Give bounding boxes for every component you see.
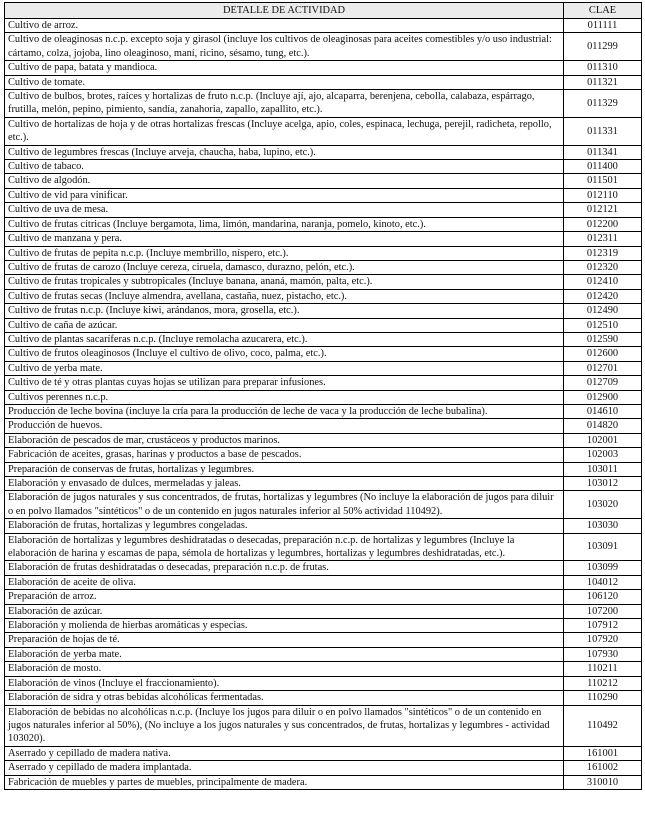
table-row [5, 761, 642, 775]
clae-code-cell: 161001 [564, 746, 642, 760]
table-row [5, 775, 642, 789]
clae-code-cell: 103011 [564, 462, 642, 476]
clae-code-cell: 012590 [564, 332, 642, 346]
table-row [5, 217, 642, 231]
clae-code-cell: 102003 [564, 448, 642, 462]
clae-code-cell: 103099 [564, 561, 642, 575]
table-row [5, 174, 642, 188]
table-row [5, 160, 642, 174]
activity-detail-cell: Cultivo de frutas de carozo (Incluye cereza, ciruela, damasco, durazno, pelón, etc.). [5, 260, 564, 274]
activity-detail-cell: Cultivo de legumbres frescas (Incluye arveja, chaucha, haba, lupino, etc.). [5, 145, 564, 159]
activity-detail-cell: Cultivo de frutas de pepita n.c.p. (Incluye membrillo, níspero, etc.). [5, 246, 564, 260]
activity-detail-cell: Cultivo de yerba mate. [5, 361, 564, 375]
table-row [5, 75, 642, 89]
activity-table [4, 2, 642, 790]
table-row [5, 390, 642, 404]
activity-detail-cell: Elaboración de sidra y otras bebidas alcohólicas fermentadas. [5, 691, 564, 705]
clae-code-cell: 012319 [564, 246, 642, 260]
clae-code-cell: 103020 [564, 491, 642, 519]
activity-detail-cell: Elaboración de yerba mate. [5, 647, 564, 661]
activity-detail-cell: Cultivos perennes n.c.p. [5, 390, 564, 404]
activity-detail-cell: Fabricación de aceites, grasas, harinas y productos a base de pescados. [5, 448, 564, 462]
table-row [5, 318, 642, 332]
clae-code-cell: 012311 [564, 232, 642, 246]
clae-code-cell: 012701 [564, 361, 642, 375]
clae-code-cell: 012510 [564, 318, 642, 332]
table-row [5, 647, 642, 661]
activity-detail-cell: Elaboración de bebidas no alcohólicas n.c.p. (Incluye los jugos para diluir o en polvo llamados "sintéticos" o de un contenido en jugos naturales inferior al 50%), (No incluye a los jugos naturales y sus concentrados, de frutas, hortalizas y legumbres - actividad 103020). [5, 705, 564, 746]
table-row [5, 145, 642, 159]
table-row [5, 419, 642, 433]
table-row [5, 561, 642, 575]
activity-detail-cell: Elaboración de jugos naturales y sus concentrados, de frutas, hortalizas y legumbres (No incluye la elaboración de jugos para diluir o en polvo llamados "sintéticos" o de un contenido en jugos naturales inferior al 50% actividad 110492). [5, 491, 564, 519]
clae-code-cell: 011400 [564, 160, 642, 174]
activity-detail-cell: Elaboración y molienda de hierbas aromáticas y especias. [5, 619, 564, 633]
activity-detail-cell: Elaboración de azúcar. [5, 604, 564, 618]
activity-detail-cell: Cultivo de frutos oleaginosos (Incluye el cultivo de olivo, coco, palma, etc.). [5, 347, 564, 361]
table-row [5, 662, 642, 676]
activity-detail-cell: Elaboración de hortalizas y legumbres deshidratadas o desecadas, preparación n.c.p. de hortalizas y legumbres (Incluye la elaboración de harina y escamas de papa, sémola de hortalizas y legumbres, hortalizas y legumbres deshidratadas, etc.). [5, 533, 564, 561]
clae-code-cell: 012121 [564, 203, 642, 217]
table-row [5, 19, 642, 33]
table-row [5, 477, 642, 491]
activity-detail-cell: Preparación de conservas de frutas, hortalizas y legumbres. [5, 462, 564, 476]
table-row [5, 676, 642, 690]
activity-detail-cell: Cultivo de vid para vinificar. [5, 188, 564, 202]
table-header-row [5, 3, 642, 19]
table-row [5, 590, 642, 604]
activity-detail-cell: Elaboración y envasado de dulces, mermeladas y jaleas. [5, 477, 564, 491]
clae-code-cell: 012420 [564, 289, 642, 303]
table-row [5, 117, 642, 145]
clae-code-cell: 011310 [564, 61, 642, 75]
table-row [5, 619, 642, 633]
activity-detail-cell: Fabricación de muebles y partes de muebles, principalmente de madera. [5, 775, 564, 789]
table-row [5, 232, 642, 246]
clae-code-cell: 012709 [564, 376, 642, 390]
table-row [5, 404, 642, 418]
activity-detail-cell: Cultivo de tabaco. [5, 160, 564, 174]
table-row [5, 33, 642, 61]
table-row [5, 304, 642, 318]
header-detalle: DETALLE DE ACTIVIDAD [5, 3, 564, 19]
activity-detail-cell: Aserrado y cepillado de madera nativa. [5, 746, 564, 760]
activity-detail-cell: Cultivo de uva de mesa. [5, 203, 564, 217]
activity-detail-cell: Cultivo de bulbos, brotes, raíces y hortalizas de fruto n.c.p. (Incluye ají, ajo, alcaparra, berenjena, cebolla, calabaza, espárrago, frutilla, melón, pepino, pimiento, sandía, zanahoria, zapallo, zapallito, etc.). [5, 90, 564, 118]
table-row [5, 533, 642, 561]
activity-detail-cell: Cultivo de algodón. [5, 174, 564, 188]
table-row [5, 633, 642, 647]
activity-detail-cell: Cultivo de té y otras plantas cuyas hojas se utilizan para preparar infusiones. [5, 376, 564, 390]
activity-detail-cell: Elaboración de pescados de mar, crustáceos y productos marinos. [5, 433, 564, 447]
clae-code-cell: 103030 [564, 519, 642, 533]
activity-detail-cell: Aserrado y cepillado de madera implantada. [5, 761, 564, 775]
clae-code-cell: 012900 [564, 390, 642, 404]
clae-code-cell: 012600 [564, 347, 642, 361]
clae-code-cell: 012320 [564, 260, 642, 274]
table-row [5, 575, 642, 589]
activity-detail-cell: Cultivo de frutas cítricas (Incluye bergamota, lima, limón, mandarina, naranja, pomelo, kinoto, etc.). [5, 217, 564, 231]
activity-detail-cell: Cultivo de frutas secas (Incluye almendra, avellana, castaña, nuez, pistacho, etc.). [5, 289, 564, 303]
clae-code-cell: 110211 [564, 662, 642, 676]
clae-code-cell: 011111 [564, 19, 642, 33]
clae-code-cell: 110212 [564, 676, 642, 690]
clae-code-cell: 107920 [564, 633, 642, 647]
table-row [5, 705, 642, 746]
table-row [5, 519, 642, 533]
activity-detail-cell: Producción de huevos. [5, 419, 564, 433]
clae-code-cell: 011341 [564, 145, 642, 159]
activity-detail-cell: Cultivo de frutas tropicales y subtropicales (Incluye banana, ananá, mamón, palta, etc.). [5, 275, 564, 289]
clae-code-cell: 014610 [564, 404, 642, 418]
table-row [5, 347, 642, 361]
table-row [5, 188, 642, 202]
activity-detail-cell: Cultivo de plantas sacaríferas n.c.p. (Incluye remolacha azucarera, etc.). [5, 332, 564, 346]
clae-code-cell: 012490 [564, 304, 642, 318]
clae-code-cell: 012410 [564, 275, 642, 289]
activity-detail-cell: Elaboración de frutas deshidratadas o desecadas, preparación n.c.p. de frutas. [5, 561, 564, 575]
activity-detail-cell: Elaboración de mosto. [5, 662, 564, 676]
table-row [5, 433, 642, 447]
clae-code-cell: 107912 [564, 619, 642, 633]
table-row [5, 275, 642, 289]
table-row [5, 376, 642, 390]
table-row [5, 61, 642, 75]
activity-detail-cell: Elaboración de aceite de oliva. [5, 575, 564, 589]
table-row [5, 203, 642, 217]
clae-code-cell: 012110 [564, 188, 642, 202]
activity-detail-cell: Cultivo de arroz. [5, 19, 564, 33]
activity-detail-cell: Elaboración de vinos (Incluye el fraccionamiento). [5, 676, 564, 690]
activity-detail-cell: Cultivo de hortalizas de hoja y de otras hortalizas frescas (Incluye acelga, apio, coles, espinaca, lechuga, perejil, radicheta, repollo, etc.). [5, 117, 564, 145]
activity-detail-cell: Cultivo de papa, batata y mandioca. [5, 61, 564, 75]
clae-code-cell: 310010 [564, 775, 642, 789]
table-row [5, 361, 642, 375]
clae-code-cell: 102001 [564, 433, 642, 447]
clae-code-cell: 011331 [564, 117, 642, 145]
activity-detail-cell: Cultivo de oleaginosas n.c.p. excepto soja y girasol (incluye los cultivos de oleaginosas para aceites comestibles y/o uso industrial: cártamo, colza, jojoba, lino oleaginoso, maní, ricino, sésamo, tung, etc.). [5, 33, 564, 61]
table-row [5, 90, 642, 118]
activity-detail-cell: Producción de leche bovina (incluye la cría para la producción de leche de vaca y la producción de leche bubalina). [5, 404, 564, 418]
clae-code-cell: 011501 [564, 174, 642, 188]
table-row [5, 332, 642, 346]
table-row [5, 246, 642, 260]
table-row [5, 448, 642, 462]
clae-code-cell: 161002 [564, 761, 642, 775]
clae-code-cell: 104012 [564, 575, 642, 589]
clae-code-cell: 103012 [564, 477, 642, 491]
clae-code-cell: 107200 [564, 604, 642, 618]
table-row [5, 289, 642, 303]
clae-code-cell: 110492 [564, 705, 642, 746]
activity-detail-cell: Cultivo de frutas n.c.p. (Incluye kiwi, arándanos, mora, grosella, etc.). [5, 304, 564, 318]
activity-detail-cell: Elaboración de frutas, hortalizas y legumbres congeladas. [5, 519, 564, 533]
activity-detail-cell: Cultivo de manzana y pera. [5, 232, 564, 246]
header-clae: CLAE [564, 3, 642, 19]
clae-code-cell: 011321 [564, 75, 642, 89]
activity-detail-cell: Cultivo de caña de azúcar. [5, 318, 564, 332]
clae-code-cell: 106120 [564, 590, 642, 604]
table-row [5, 746, 642, 760]
clae-code-cell: 110290 [564, 691, 642, 705]
clae-code-cell: 107930 [564, 647, 642, 661]
activity-detail-cell: Cultivo de tomate. [5, 75, 564, 89]
table-row [5, 604, 642, 618]
clae-code-cell: 011299 [564, 33, 642, 61]
clae-code-cell: 014820 [564, 419, 642, 433]
table-row [5, 462, 642, 476]
table-row [5, 491, 642, 519]
table-row [5, 260, 642, 274]
clae-code-cell: 012200 [564, 217, 642, 231]
activity-detail-cell: Preparación de arroz. [5, 590, 564, 604]
table-row [5, 691, 642, 705]
clae-code-cell: 011329 [564, 90, 642, 118]
activity-detail-cell: Preparación de hojas de té. [5, 633, 564, 647]
clae-code-cell: 103091 [564, 533, 642, 561]
table-body [5, 19, 642, 790]
